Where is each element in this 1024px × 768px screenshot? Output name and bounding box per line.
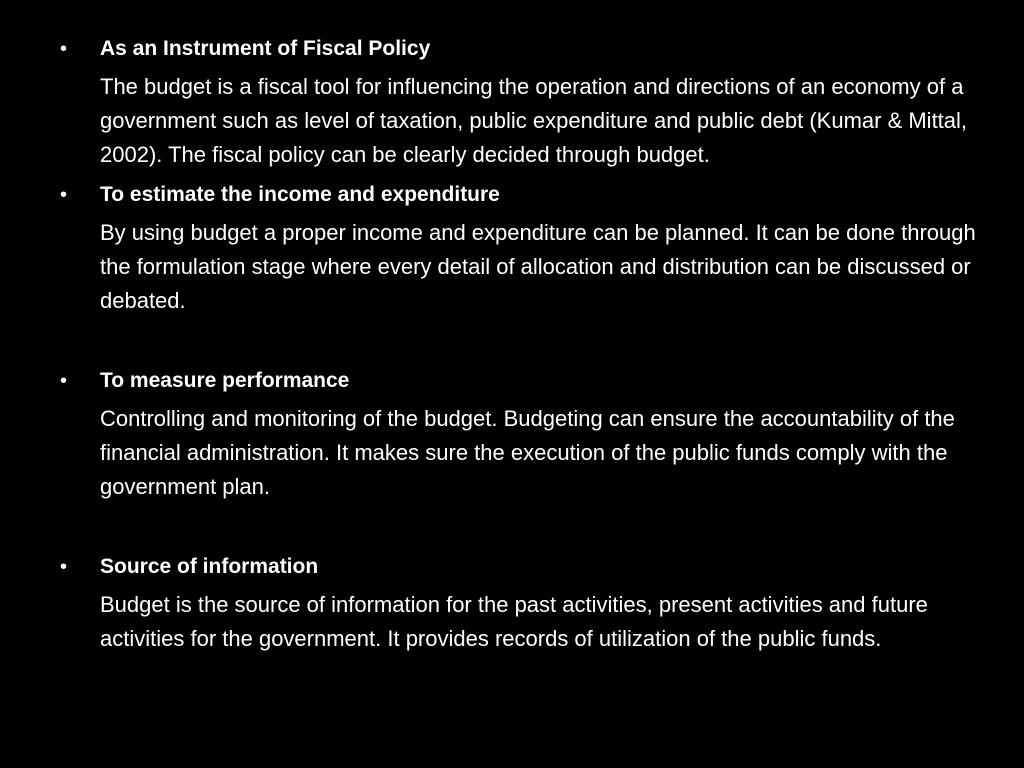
- bullet-icon: •: [60, 556, 68, 578]
- bullet-icon: •: [60, 38, 68, 60]
- item-body: Budget is the source of information for the past activities, present activities and future activities for the government. It provides records of utilization of the public funds.: [100, 592, 928, 651]
- list-item: [60, 32, 990, 172]
- bullet-list: [60, 32, 990, 656]
- item-body: By using budget a proper income and expenditure can be planned. It can be done through the formulation stage where every detail of allocation and distribution can be discussed or debated.: [100, 220, 976, 313]
- item-heading: To measure performance: [100, 369, 350, 392]
- list-item: [60, 364, 990, 504]
- item-heading: As an Instrument of Fiscal Policy: [100, 37, 431, 60]
- item-body: The budget is a fiscal tool for influencing the operation and directions of an economy of a government such as level of taxation, public expenditure and public debt (Kumar & Mittal, 2002). The fiscal policy can be clearly decided through budget.: [100, 74, 968, 167]
- list-item: [60, 178, 990, 318]
- bullet-icon: •: [60, 184, 68, 206]
- list-item: [60, 550, 990, 656]
- item-body: Controlling and monitoring of the budget. Budgeting can ensure the accountability of the financial administration. It makes sure the execution of the public funds comply with the government plan.: [100, 406, 955, 499]
- item-heading: To estimate the income and expenditure: [100, 183, 500, 206]
- item-heading: Source of information: [100, 555, 319, 578]
- bullet-icon: •: [60, 370, 68, 392]
